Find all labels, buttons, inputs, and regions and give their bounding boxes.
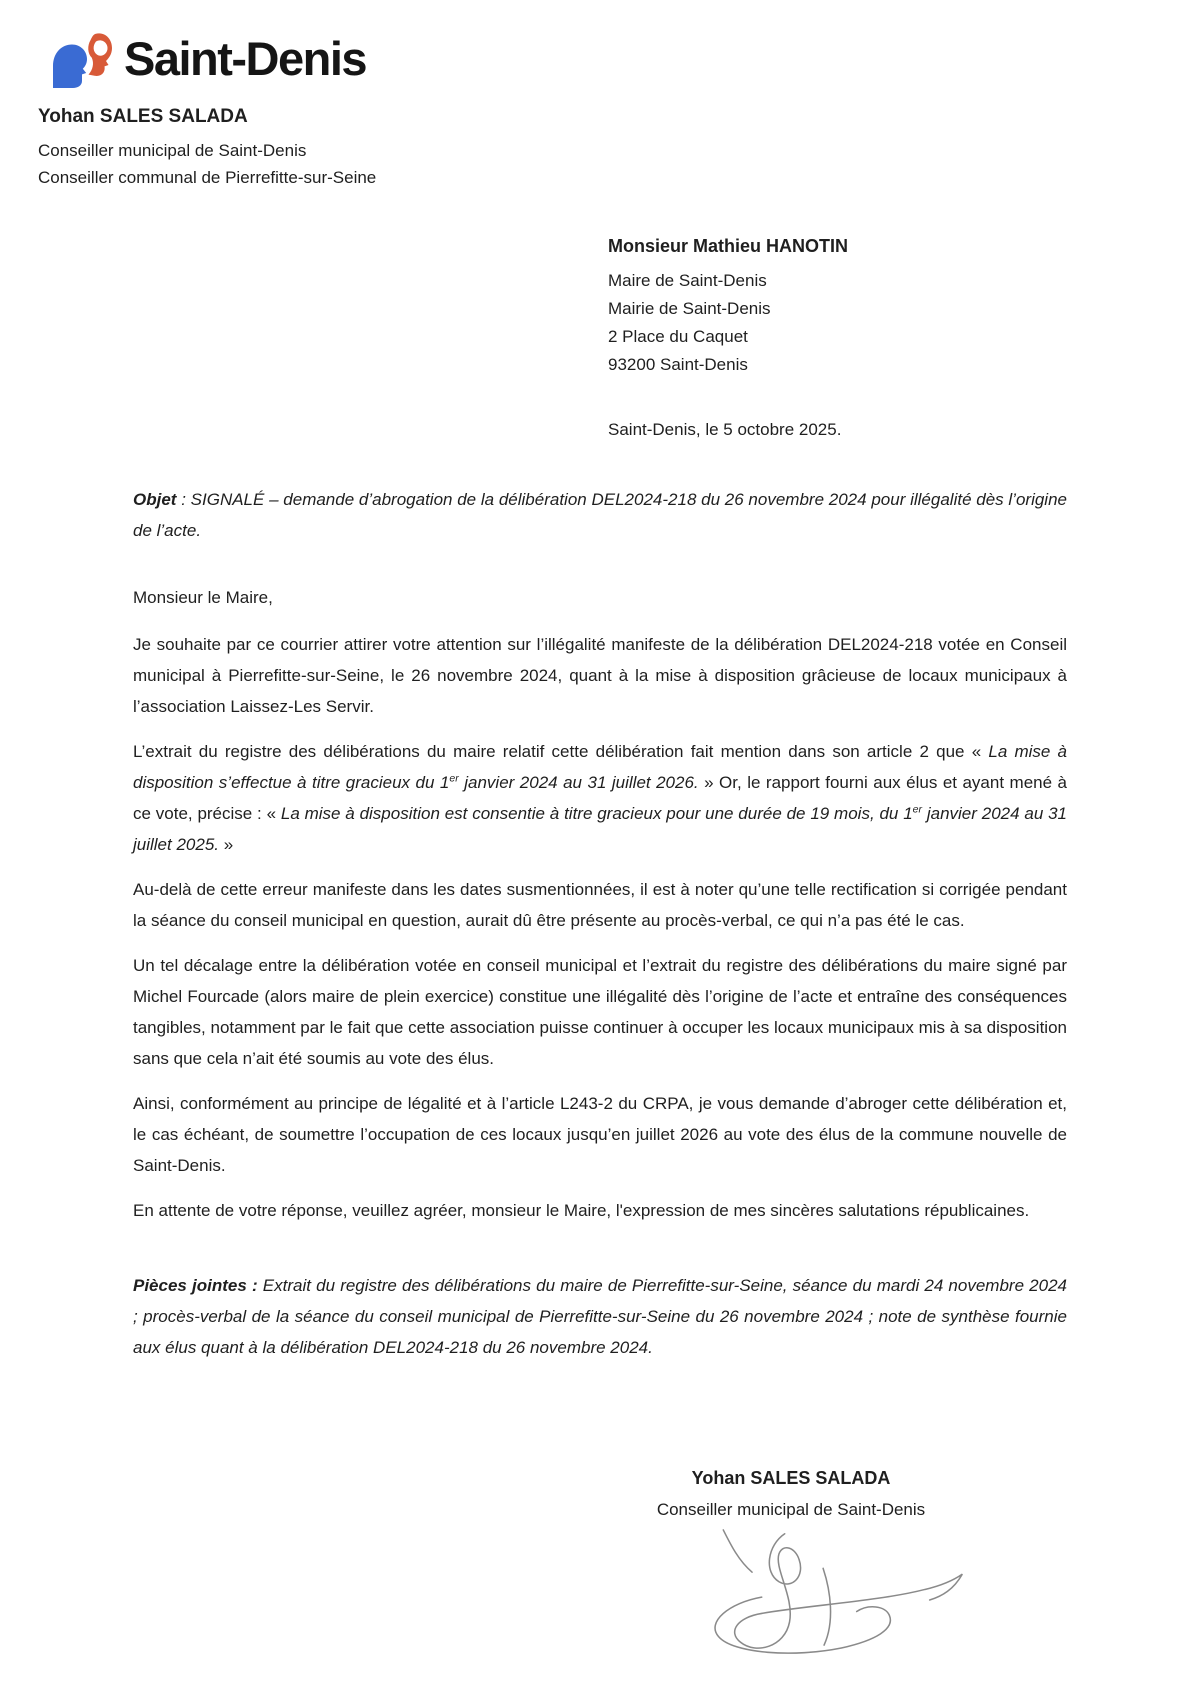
recipient-block — [608, 236, 848, 379]
sender-role: Conseiller communal de Pierrefitte-sur-Seine — [38, 168, 377, 187]
recipient-name: Monsieur Mathieu HANOTIN — [608, 236, 849, 256]
signature-name: Yohan SALES SALADA — [691, 1468, 891, 1488]
sender-block — [38, 106, 376, 191]
attachments-note: Pièces jointes : Extrait du registre des délibérations du maire de Pierrefitte-sur-Seine, séance du mardi 24 novembre 2024 ; procès-verbal de la séance du conseil municipal de Pierrefitte-sur-Seine du 26 novembre 2024 ; note de synthèse fournie aux élus quant à la délibération DEL2024-218 du 26 novembre 2024. — [133, 1276, 1068, 1357]
signature-block — [556, 1468, 1026, 1701]
sender-roles — [38, 137, 376, 191]
blue-profile-icon — [53, 45, 87, 89]
sender-name: Yohan SALES SALADA — [38, 106, 248, 127]
salutation: Monsieur le Maire, — [133, 588, 273, 607]
sender-role: Conseiller municipal de Saint-Denis — [38, 141, 307, 160]
recipient-address-line: Mairie de Saint-Denis — [608, 299, 771, 318]
body-paragraph: En attente de votre réponse, veuillez agréer, monsieur le Maire, l'expression de mes sincères salutations républicaines. — [133, 1201, 1030, 1220]
logo-wordmark: Saint-Denis — [124, 31, 367, 85]
recipient-address — [608, 267, 848, 379]
body-paragraph: L’extrait du registre des délibérations du maire relatif cette délibération fait mention dans son article 2 que « La mise à disposition s’effectue à titre gracieux du 1er janvier 2024 au 31 juillet 2026. » Or, le rapport fourni aux élus et ayant mené à ce vote, précise : « La mise à disposition est consentie à titre gracieux pour une durée de 19 mois, du 1er janvier 2024 au 31 juillet 2025. » — [133, 742, 1068, 854]
body-paragraph: Au-delà de cette erreur manifeste dans les dates susmentionnées, il est à noter qu’une telle rectification si corrigée pendant la séance du conseil municipal en question, aurait dû être présente au procès-verbal, ce qui n’a pas été le cas. — [133, 880, 1067, 930]
recipient-address-line: 93200 Saint-Denis — [608, 355, 748, 374]
body-paragraph: Un tel décalage entre la délibération votée en conseil municipal et l’extrait du registre des délibérations du maire signé par Michel Fourcade (alors maire de plein exercice) constitue une illégalité dès l’origine de l’acte et entraîne des conséquences tangibles, notamment par le fait que cette association puisse continuer à occuper les locaux municipaux mis à sa disposition sans que cela n’ait été soumis au vote des élus. — [133, 956, 1067, 1068]
red-profile-icon — [88, 33, 112, 76]
body-paragraph: Ainsi, conformément au principe de légalité et à l’article L243-2 du CRPA, je vous demande d’abroger cette délibération et, le cas échéant, de soumettre l’occupation de ces locaux jusqu’en juillet 2026 au vote des élus de la commune nouvelle de Saint-Denis. — [133, 1094, 1067, 1175]
letterhead-logo — [46, 30, 366, 90]
body-paragraph: Je souhaite par ce courrier attirer votre attention sur l’illégalité manifeste de la délibération DEL2024-218 votée en Conseil municipal à Pierrefitte-sur-Seine, le 26 novembre 2024, quant à la mise à disposition grâcieuse de locaux municipaux à l’association Laissez-Les Servir. — [133, 635, 1067, 716]
subject-line: Objet : SIGNALÉ – demande d’abrogation de la délibération DEL2024-218 du 26 novembre 2024 pour illégalité dès l’origine de l’acte. — [133, 490, 1067, 540]
recipient-address-line: Maire de Saint-Denis — [608, 271, 767, 290]
handwritten-signature-scribble — [666, 1528, 986, 1696]
signature-role: Conseiller municipal de Saint-Denis — [656, 1500, 926, 1519]
date-line: Saint-Denis, le 5 octobre 2025. — [608, 420, 842, 439]
letter-body — [133, 484, 1067, 1377]
two-profiles-logo-icon — [46, 30, 114, 90]
recipient-address-line: 2 Place du Caquet — [608, 327, 748, 346]
